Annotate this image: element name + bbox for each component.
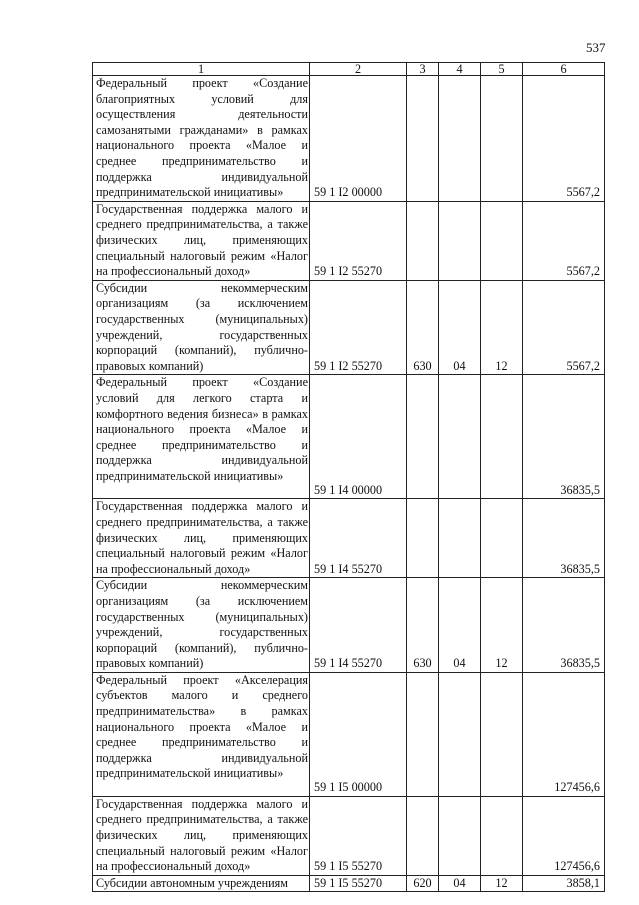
row-col-5: 12 xyxy=(481,875,523,892)
row-col-5 xyxy=(481,76,523,202)
row-col-3 xyxy=(407,672,439,796)
row-col-4: 04 xyxy=(439,578,481,673)
row-col-4 xyxy=(439,375,481,499)
header-col-5: 5 xyxy=(481,63,523,76)
row-col-5 xyxy=(481,672,523,796)
row-code: 59 1 I5 55270 xyxy=(310,796,407,875)
row-col-5 xyxy=(481,375,523,499)
table-row xyxy=(93,499,605,578)
row-col-5 xyxy=(481,201,523,280)
page-number: 537 xyxy=(586,40,606,55)
row-amount: 127456,6 xyxy=(523,672,605,796)
row-name: Субсидии некоммерческим организациям (за исключением государственных (муниципальных) учреждений, государственных корпораций (компаний), публично-правовых компаний) xyxy=(93,280,310,375)
row-col-5 xyxy=(481,796,523,875)
table-row xyxy=(93,375,605,499)
row-col-3: 630 xyxy=(407,280,439,375)
row-code: 59 1 I2 00000 xyxy=(310,76,407,202)
row-code: 59 1 I2 55270 xyxy=(310,201,407,280)
row-code: 59 1 I4 55270 xyxy=(310,499,407,578)
row-col-5 xyxy=(481,499,523,578)
row-amount: 5567,2 xyxy=(523,280,605,375)
row-col-4: 04 xyxy=(439,875,481,892)
row-name: Субсидии некоммерческим организациям (за исключением государственных (муниципальных) учреждений, государственных корпораций (компаний), публично-правовых компаний) xyxy=(93,578,310,673)
row-col-4 xyxy=(439,499,481,578)
row-name: Государственная поддержка малого и среднего предпринимательства, а также физических лиц, применяющих специальный налоговый режим «Налог на профессиональный доход» xyxy=(93,499,310,578)
row-col-3: 630 xyxy=(407,578,439,673)
table-row xyxy=(93,672,605,796)
row-code: 59 1 I5 55270 xyxy=(310,875,407,892)
row-amount: 5567,2 xyxy=(523,201,605,280)
row-name: Федеральный проект «Создание благоприятных условий для осуществления деятельности самозанятыми гражданами» в рамках национального проекта «Малое и среднее предпринимательство и поддержка индивидуальной предпринимательской инициативы» xyxy=(93,76,310,202)
table-row xyxy=(93,875,605,892)
table-row xyxy=(93,796,605,875)
row-col-4 xyxy=(439,672,481,796)
table-row xyxy=(93,578,605,673)
row-name: Субсидии автономным учреждениям xyxy=(93,875,310,892)
row-col-4: 04 xyxy=(439,280,481,375)
row-col-3 xyxy=(407,76,439,202)
row-name: Государственная поддержка малого и среднего предпринимательства, а также физических лиц, применяющих специальный налоговый режим «Налог на профессиональный доход» xyxy=(93,201,310,280)
row-name: Государственная поддержка малого и среднего предпринимательства, а также физических лиц, применяющих специальный налоговый режим «Налог на профессиональный доход» xyxy=(93,796,310,875)
row-amount: 36835,5 xyxy=(523,375,605,499)
row-name: Федеральный проект «Акселерация субъектов малого и среднего предпринимательства» в рамках национального проекта «Малое и среднее предпринимательство и поддержка индивидуальной предпринимательской инициативы» xyxy=(93,672,310,796)
header-col-4: 4 xyxy=(439,63,481,76)
row-code: 59 1 I4 00000 xyxy=(310,375,407,499)
row-col-4 xyxy=(439,796,481,875)
row-amount: 127456,6 xyxy=(523,796,605,875)
table-header-row xyxy=(93,63,605,76)
row-col-3 xyxy=(407,201,439,280)
row-col-5: 12 xyxy=(481,578,523,673)
row-col-3 xyxy=(407,375,439,499)
row-col-3 xyxy=(407,499,439,578)
row-amount: 5567,2 xyxy=(523,76,605,202)
row-col-5: 12 xyxy=(481,280,523,375)
header-col-2: 2 xyxy=(310,63,407,76)
row-col-3 xyxy=(407,796,439,875)
row-amount: 3858,1 xyxy=(523,875,605,892)
row-amount: 36835,5 xyxy=(523,578,605,673)
table-row xyxy=(93,76,605,202)
row-code: 59 1 I5 00000 xyxy=(310,672,407,796)
row-code: 59 1 I4 55270 xyxy=(310,578,407,673)
table-row xyxy=(93,280,605,375)
header-col-3: 3 xyxy=(407,63,439,76)
header-col-6: 6 xyxy=(523,63,605,76)
row-name: Федеральный проект «Создание условий для легкого старта и комфортного ведения бизнеса» в рамках национального проекта «Малое и среднее предпринимательство и поддержка индивидуальной предпринимательской инициативы» xyxy=(93,375,310,499)
row-amount: 36835,5 xyxy=(523,499,605,578)
row-col-4 xyxy=(439,76,481,202)
row-code: 59 1 I2 55270 xyxy=(310,280,407,375)
budget-table xyxy=(92,62,605,892)
row-col-4 xyxy=(439,201,481,280)
table-row xyxy=(93,201,605,280)
header-col-1: 1 xyxy=(93,63,310,76)
row-col-3: 620 xyxy=(407,875,439,892)
